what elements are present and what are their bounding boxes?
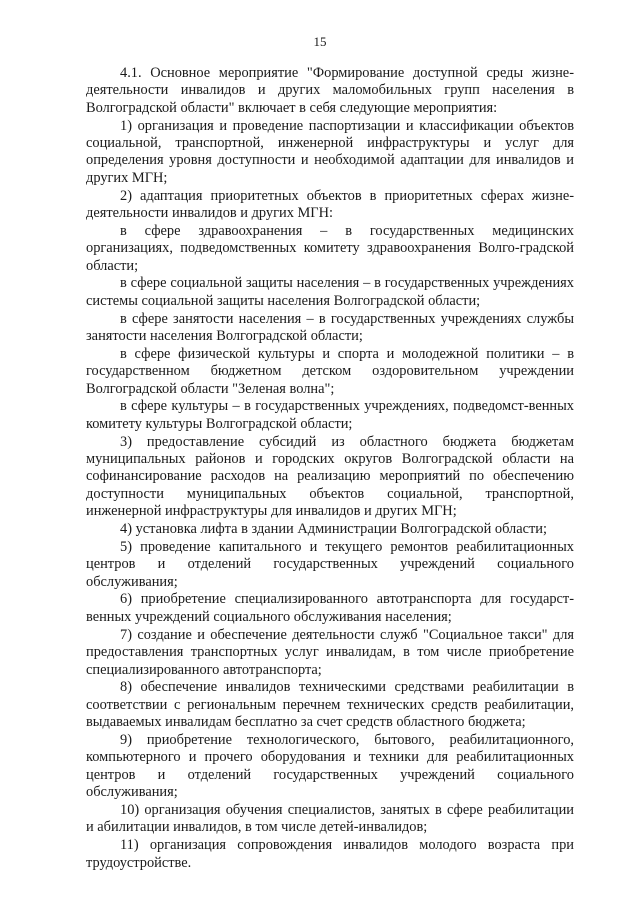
paragraph-item-2: 2) адаптация приоритетных объектов в приоритетных сферах жизне-деятельности инвалидов и других МГН:: [86, 187, 574, 222]
paragraph-item-1: 1) организация и проведение паспортизации и классификации объектов социальной, транспортной, инженерной инфраструктуры и услуг для определения уровня доступности и необходимой адаптации для инвалидов и других МГН;: [86, 117, 574, 186]
paragraph-item-9: 9) приобретение технологического, бытового, реабилитационного, компьютерного и прочего оборудования и техники для реабилитационных центров и отделений государственных учреждений социального обслуживания;: [86, 731, 574, 801]
paragraph-item-4: 4) установка лифта в здании Администрации Волгоградской области;: [120, 521, 547, 538]
paragraph-item-10: 10) организация обучения специалистов, занятых в сфере реабилитации и абилитации инвалидов, в том числе детей-инвалидов;: [86, 801, 574, 836]
page-number: 15: [313, 34, 327, 49]
document-body: [86, 65, 574, 872]
paragraph-sport-youth: в сфере физической культуры и спорта и молодежной политики – в государственном бюджетном детском оздоровительном учреждении Волгоградской области "Зеленая волна";: [86, 345, 574, 397]
paragraph-culture: в сфере культуры – в государственных учреждениях, подведомст-венных комитету культуры Волгоградской области;: [86, 398, 574, 432]
paragraph-item-11: 11) организация сопровождения инвалидов молодого возраста при трудоустройстве.: [86, 837, 574, 871]
paragraph-item-3: 3) предоставление субсидий из областного бюджета бюджетам муниципальных районов и городских округов Волгоградской области на софинансирование расходов на реализацию мероприятий по обеспечению доступности муниципальных объектов социальной, транспортной, инженерной инфраструктуры для инвалидов и других МГН;: [86, 433, 574, 520]
paragraph-employment: в сфере занятости населения – в государственных учреждениях службы занятости населения Волгоградской области;: [86, 310, 574, 345]
paragraph-item-7: 7) создание и обеспечение деятельности служб "Социальное такси" для предоставления транспортных услуг инвалидам, в том числе приобретение специализированного автотранспорта;: [86, 626, 574, 678]
paragraph-healthcare: в сфере здравоохранения – в государственных медицинских организациях, подведомственных комитету здравоохранения Волго-градской области;: [86, 222, 574, 274]
paragraph-item-8: 8) обеспечение инвалидов техническими средствами реабилитации в соответствии с региональным перечнем технических средств реабилитации, выдаваемых инвалидам бесплатно за счет средств областного бюджета;: [86, 679, 574, 731]
paragraph-intro: 4.1. Основное мероприятие "Формирование доступной среды жизне-деятельности инвалидов и других маломобильных групп населения в Волгоградской области" включает в себя следующие мероприятия:: [86, 65, 574, 116]
paragraph-social-protection: в сфере социальной защиты населения – в государственных учреждениях системы социальной защиты населения Волгоградской области;: [86, 275, 574, 309]
paragraph-item-5: 5) проведение капитального и текущего ремонтов реабилитационных центров и отделений государственных учреждений социального обслуживания;: [86, 538, 574, 590]
paragraph-item-6: 6) приобретение специализированного автотранспорта для государст-венных учреждений социального обслуживания населения;: [86, 591, 574, 625]
